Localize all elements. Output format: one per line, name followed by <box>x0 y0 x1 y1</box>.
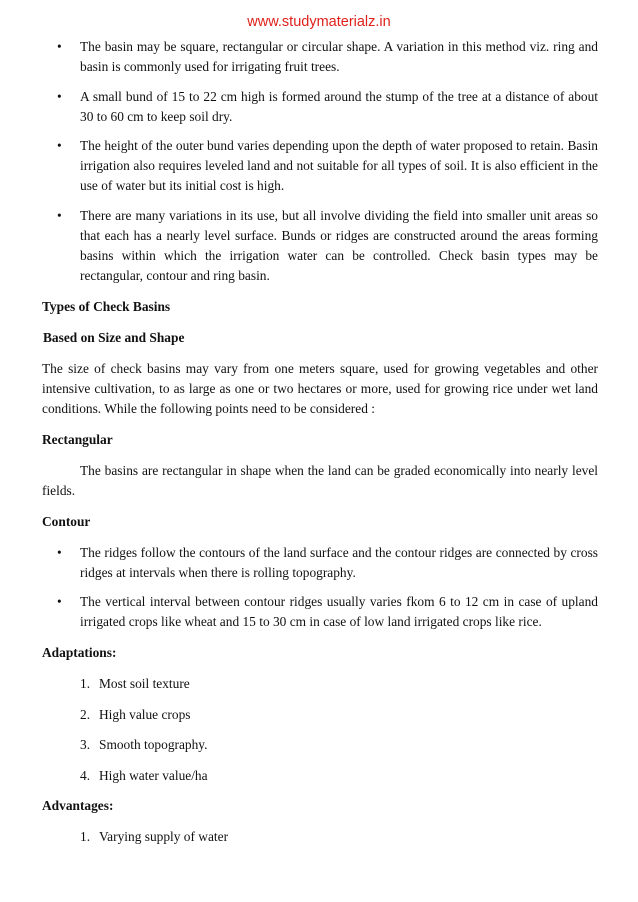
list-item <box>42 766 598 786</box>
intro-bullet-list <box>42 37 598 286</box>
list-item <box>42 735 598 755</box>
item-number: 4. <box>80 767 91 783</box>
item-text: Smooth topography. <box>99 737 208 752</box>
subheading-rectangular: Rectangular <box>42 431 113 447</box>
site-watermark[interactable]: www.studymaterialz.in <box>247 14 391 30</box>
list-item <box>42 543 598 583</box>
list-item <box>42 37 598 77</box>
list-item <box>42 674 598 694</box>
bullet-text: There are many variations in its use, but all involve dividing the field into smaller unit areas so that each has a nearly level surface. Bunds or ridges are constructed around the areas forming basins within which the irrigation water can be controlled. Check basin types may be rectangular, contour and ring basin. <box>80 207 598 283</box>
bullet-text: The vertical interval between contour ridges usually varies fkom 6 to 12 cm in case of upland irrigated crops like wheat and 15 to 30 cm in case of low land irrigated crops like rice. <box>80 594 598 629</box>
bullet-text: The height of the outer bund varies depending upon the depth of water proposed to retain. Basin irrigation also requires leveled land and not suitable for all types of soil. It is also efficient in the use of water but its initial cost is high. <box>80 138 598 193</box>
bullet-icon: • <box>57 88 62 104</box>
subheading-adaptations: Adaptations: <box>42 645 117 660</box>
list-item <box>42 592 598 632</box>
section-heading-types: Types of Check Basins <box>42 298 171 314</box>
item-text: Varying supply of water <box>99 829 229 844</box>
list-item <box>42 206 598 286</box>
subheading-size-shape: Based on Size and Shape <box>43 329 185 345</box>
contour-bullet-list <box>42 543 598 633</box>
item-text: High water value/ha <box>99 767 208 783</box>
bullet-text: The ridges follow the contours of the land surface and the contour ridges are connected by cross ridges at intervals when there is rolling topography. <box>80 544 598 580</box>
item-number: 3. <box>80 737 91 752</box>
item-number: 2. <box>80 706 91 722</box>
item-text: Most soil texture <box>99 676 190 691</box>
list-item <box>42 87 598 127</box>
subheading-contour: Contour <box>42 513 91 529</box>
bullet-icon: • <box>57 594 62 609</box>
list-item <box>42 827 598 847</box>
list-item <box>42 705 598 725</box>
item-number: 1. <box>80 829 91 844</box>
bullet-text: The basin may be square, rectangular or circular shape. A variation in this method viz. ring and basin is commonly used for irrigating fruit trees. <box>80 39 598 74</box>
adaptations-list <box>42 674 598 786</box>
list-item <box>42 136 598 196</box>
bullet-icon: • <box>57 39 62 54</box>
bullet-text: A small bund of 15 to 22 cm high is formed around the stump of the tree at a distance of about 30 to 60 cm to keep soil dry. <box>80 88 598 124</box>
item-number: 1. <box>80 676 91 691</box>
bullet-icon: • <box>57 207 62 223</box>
subheading-advantages: Advantages: <box>42 798 114 813</box>
item-text: High value crops <box>99 706 191 722</box>
size-paragraph: The size of check basins may vary from one meters square, used for growing vegetables and other intensive cultivation, to as large as one or two hectares or more, used for growing rice under wet land conditions. While the following points need to be considered : <box>42 360 598 416</box>
rectangular-paragraph: The basins are rectangular in shape when the land can be graded economically into nearly level fields. <box>42 462 598 498</box>
bullet-icon: • <box>57 544 62 560</box>
page-content <box>42 37 598 858</box>
advantages-list <box>42 827 598 847</box>
bullet-icon: • <box>57 138 62 153</box>
